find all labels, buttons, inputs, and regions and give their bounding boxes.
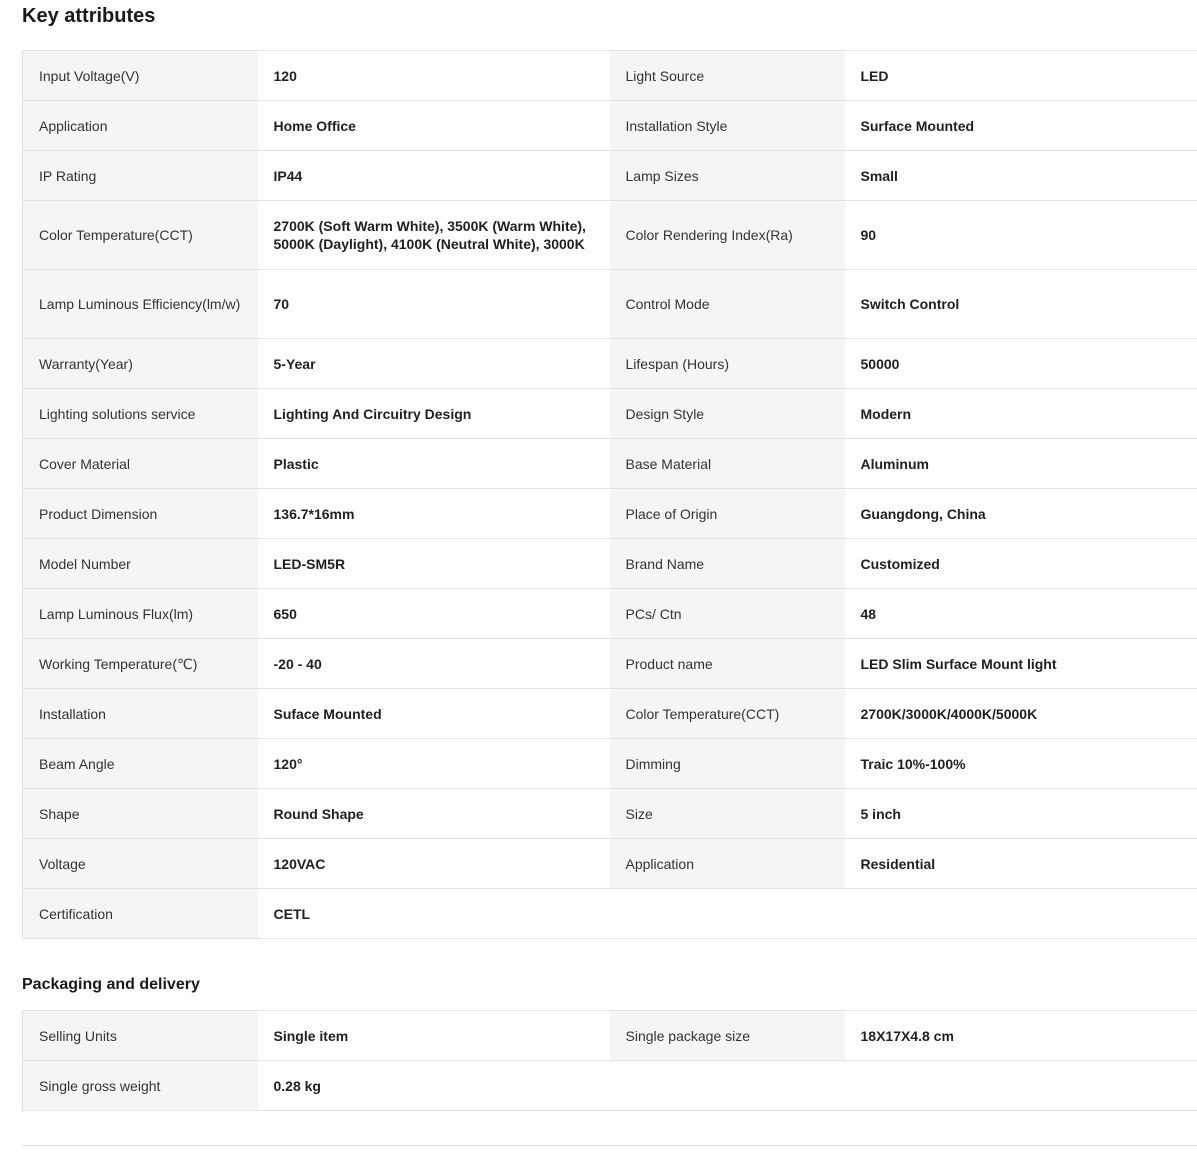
attribute-name: Lamp Sizes bbox=[610, 151, 845, 201]
attribute-name: Dimming bbox=[610, 739, 845, 789]
attribute-value: IP44 bbox=[258, 151, 610, 201]
attribute-value: 120° bbox=[258, 739, 610, 789]
attribute-name: PCs/ Ctn bbox=[610, 589, 845, 639]
attribute-value: Small bbox=[845, 151, 1197, 201]
attribute-name: Base Material bbox=[610, 439, 845, 489]
attribute-value: Switch Control bbox=[845, 270, 1197, 339]
attribute-name: Working Temperature(℃) bbox=[23, 639, 258, 689]
table-row bbox=[23, 151, 1197, 201]
attribute-value: Single item bbox=[258, 1011, 610, 1061]
attribute-name: Design Style bbox=[610, 389, 845, 439]
table-row bbox=[23, 689, 1197, 739]
attribute-value: 48 bbox=[845, 589, 1197, 639]
attribute-value: Suface Mounted bbox=[258, 689, 610, 739]
empty-cell bbox=[845, 889, 1197, 939]
attribute-name: Lamp Luminous Flux(lm) bbox=[23, 589, 258, 639]
attribute-name: Cover Material bbox=[23, 439, 258, 489]
attribute-name: Shape bbox=[23, 789, 258, 839]
table-row bbox=[23, 839, 1197, 889]
attribute-value: Round Shape bbox=[258, 789, 610, 839]
attribute-name: Application bbox=[610, 839, 845, 889]
empty-cell bbox=[845, 1061, 1197, 1111]
attribute-name: Selling Units bbox=[23, 1011, 258, 1061]
attribute-value: 120 bbox=[258, 51, 610, 101]
attribute-value: -20 - 40 bbox=[258, 639, 610, 689]
attribute-value: 5-Year bbox=[258, 339, 610, 389]
empty-cell bbox=[610, 889, 845, 939]
attribute-value: CETL bbox=[258, 889, 610, 939]
table-row bbox=[23, 270, 1197, 339]
attribute-value: Aluminum bbox=[845, 439, 1197, 489]
attribute-name: Color Rendering Index(Ra) bbox=[610, 201, 845, 270]
attribute-name: Single package size bbox=[610, 1011, 845, 1061]
attribute-value: Traic 10%-100% bbox=[845, 739, 1197, 789]
attribute-value: 2700K (Soft Warm White), 3500K (Warm White), 5000K (Daylight), 4100K (Neutral White), 3000K bbox=[258, 201, 610, 270]
attribute-value: LED Slim Surface Mount light bbox=[845, 639, 1197, 689]
attribute-name: Single gross weight bbox=[23, 1061, 258, 1111]
attribute-value: 120VAC bbox=[258, 839, 610, 889]
attribute-value: Customized bbox=[845, 539, 1197, 589]
table-row bbox=[23, 589, 1197, 639]
attribute-name: Color Temperature(CCT) bbox=[610, 689, 845, 739]
attribute-value: Lighting And Circuitry Design bbox=[258, 389, 610, 439]
attribute-value: 5 inch bbox=[845, 789, 1197, 839]
attribute-value: Plastic bbox=[258, 439, 610, 489]
divider bbox=[22, 1145, 1197, 1146]
table-row bbox=[23, 639, 1197, 689]
attribute-value: Surface Mounted bbox=[845, 101, 1197, 151]
attribute-value: 2700K/3000K/4000K/5000K bbox=[845, 689, 1197, 739]
attribute-value: Residential bbox=[845, 839, 1197, 889]
table-row bbox=[23, 439, 1197, 489]
attribute-name: Installation bbox=[23, 689, 258, 739]
attribute-name: Lifespan (Hours) bbox=[610, 339, 845, 389]
attribute-name: Place of Origin bbox=[610, 489, 845, 539]
attribute-value: 650 bbox=[258, 589, 610, 639]
table-row bbox=[23, 389, 1197, 439]
attribute-name: Installation Style bbox=[610, 101, 845, 151]
attribute-name: Color Temperature(CCT) bbox=[23, 201, 258, 270]
table-row bbox=[23, 889, 1197, 939]
attribute-name: Light Source bbox=[610, 51, 845, 101]
attribute-value: 70 bbox=[258, 270, 610, 339]
attribute-value: 90 bbox=[845, 201, 1197, 270]
empty-cell bbox=[610, 1061, 845, 1111]
attribute-name: Size bbox=[610, 789, 845, 839]
attribute-name: Certification bbox=[23, 889, 258, 939]
table-row bbox=[23, 1011, 1197, 1061]
attribute-value: 0.28 kg bbox=[258, 1061, 610, 1111]
attribute-name: Model Number bbox=[23, 539, 258, 589]
attribute-name: Input Voltage(V) bbox=[23, 51, 258, 101]
attribute-name: Application bbox=[23, 101, 258, 151]
attribute-name: Brand Name bbox=[610, 539, 845, 589]
attribute-value: 50000 bbox=[845, 339, 1197, 389]
attribute-value: 136.7*16mm bbox=[258, 489, 610, 539]
table-row bbox=[23, 739, 1197, 789]
table-row bbox=[23, 539, 1197, 589]
packaging-table bbox=[22, 1010, 1197, 1111]
packaging-title: Packaging and delivery bbox=[22, 976, 200, 993]
attribute-name: Beam Angle bbox=[23, 739, 258, 789]
table-row bbox=[23, 1061, 1197, 1111]
key-attributes-title: Key attributes bbox=[22, 5, 156, 27]
table-row bbox=[23, 51, 1197, 101]
attribute-name: Control Mode bbox=[610, 270, 845, 339]
attribute-name: Lighting solutions service bbox=[23, 389, 258, 439]
attribute-name: Product name bbox=[610, 639, 845, 689]
attribute-name: IP Rating bbox=[23, 151, 258, 201]
attribute-name: Voltage bbox=[23, 839, 258, 889]
table-row bbox=[23, 489, 1197, 539]
table-row bbox=[23, 101, 1197, 151]
key-attributes-table bbox=[22, 50, 1197, 939]
attribute-name: Lamp Luminous Efficiency(lm/w) bbox=[23, 270, 258, 339]
attribute-value: LED bbox=[845, 51, 1197, 101]
table-row bbox=[23, 201, 1197, 270]
table-row bbox=[23, 789, 1197, 839]
attribute-value: LED-SM5R bbox=[258, 539, 610, 589]
attribute-value: 18X17X4.8 cm bbox=[845, 1011, 1197, 1061]
attribute-name: Warranty(Year) bbox=[23, 339, 258, 389]
table-row bbox=[23, 339, 1197, 389]
attribute-name: Product Dimension bbox=[23, 489, 258, 539]
attribute-value: Guangdong, China bbox=[845, 489, 1197, 539]
attribute-value: Modern bbox=[845, 389, 1197, 439]
attribute-value: Home Office bbox=[258, 101, 610, 151]
